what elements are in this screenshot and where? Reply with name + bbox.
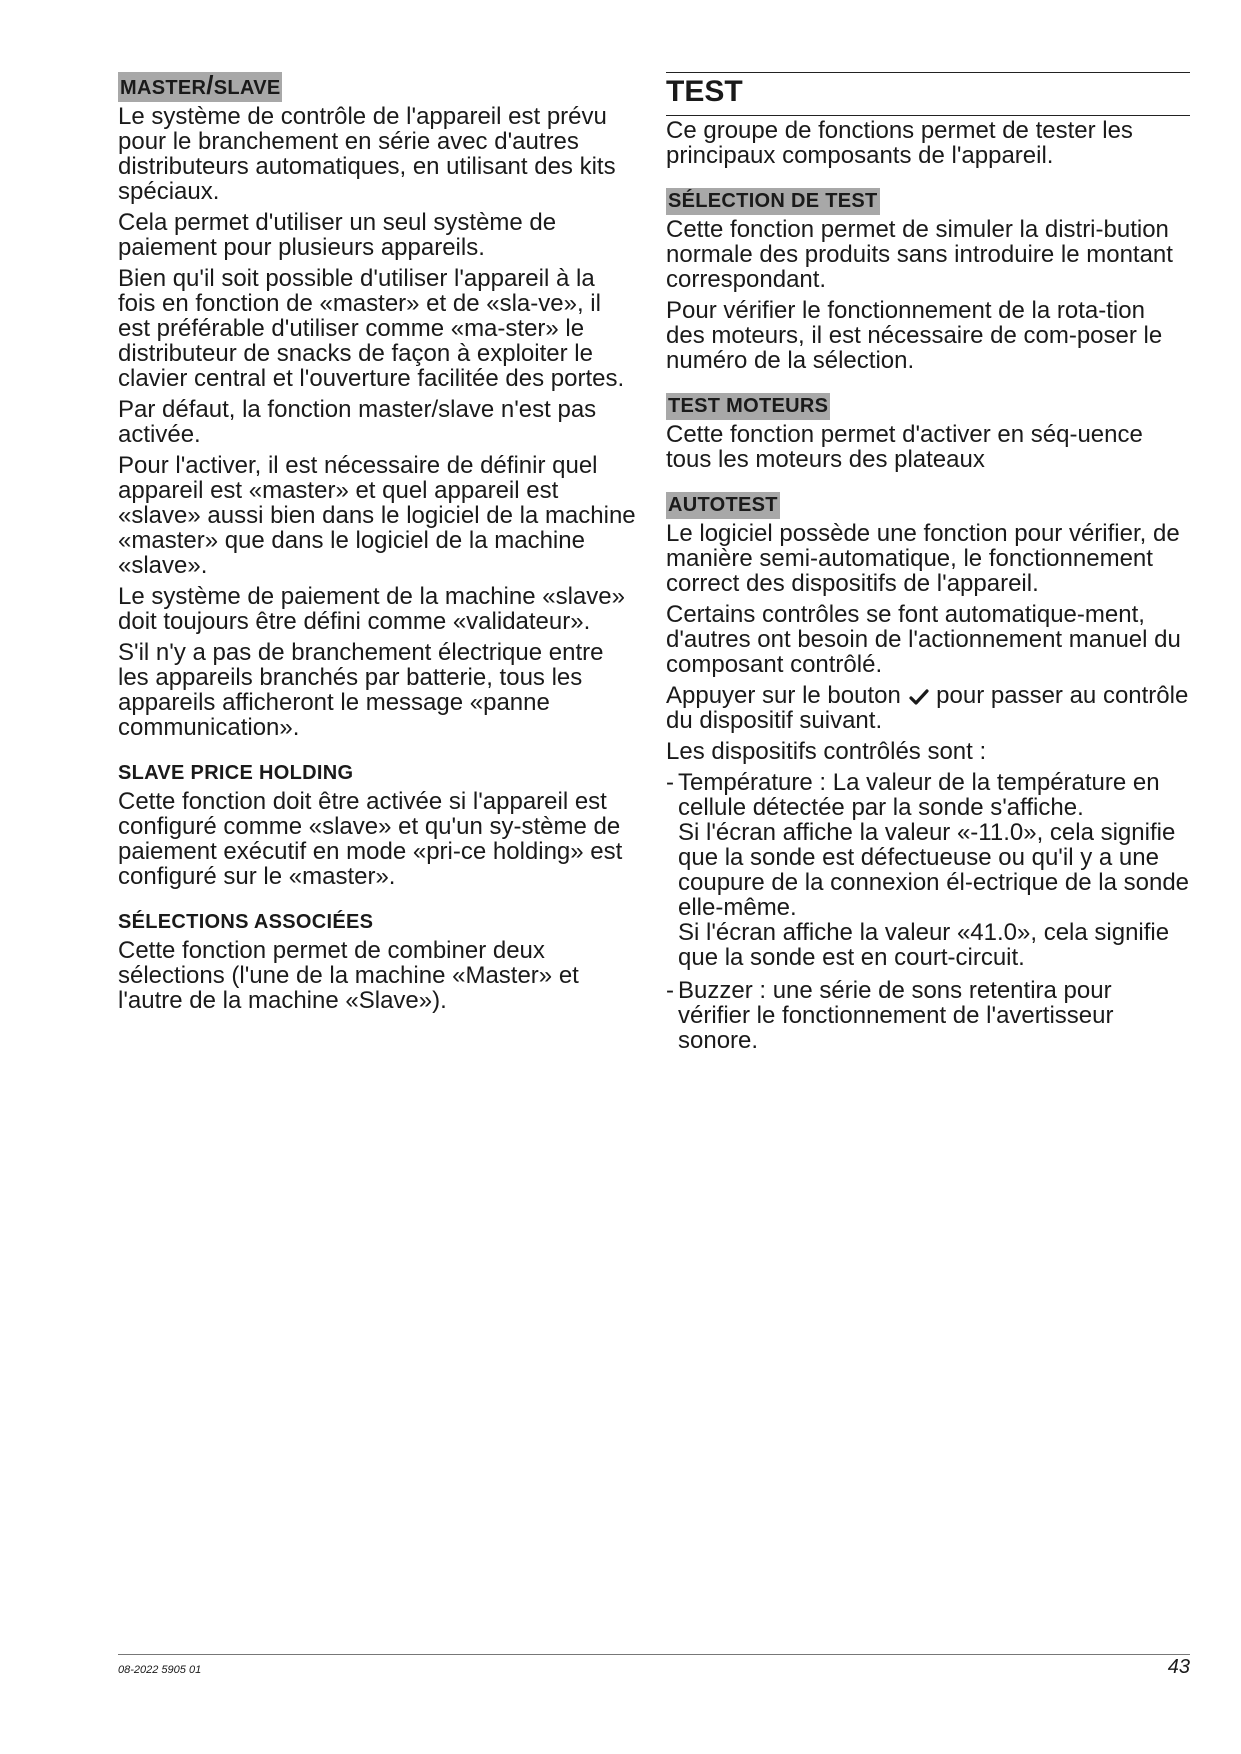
paragraph: Cette fonction permet de combiner deux sélections (l'une de la machine «Master» et l'autre de la machine «Slave»). bbox=[118, 937, 579, 1014]
section-test-moteurs bbox=[666, 393, 1190, 472]
section-heading-test-moteurs: TEST MOTEURS bbox=[666, 393, 830, 420]
list-item-temperature: - Température : La valeur de la température en cellule détectée par la sonde s'affiche. Si l'écran affiche la valeur «-11.0», cela signifie que la sonde est défectueuse ou qu'il y a une coupure de la connexion él-ectrique de la sonde elle-même. Si l'écran affiche la valeur «41.0», cela signifie que la sonde est en court-circuit. bbox=[666, 769, 1190, 971]
page-number: 43 bbox=[1167, 1656, 1190, 1678]
paragraph: Cette fonction permet de simuler la distri-bution normale des produits sans introduire le montant correspondant. bbox=[666, 216, 1173, 293]
list-item-buzzer: - Buzzer : une série de sons retentira pour vérifier le fonctionnement de l'avertisseur sonore. bbox=[666, 977, 1114, 1054]
section-slave-price-holding bbox=[118, 760, 638, 889]
paragraph: Les dispositifs contrôlés sont : bbox=[666, 738, 987, 765]
paragraph: S'il n'y a pas de branchement électrique entre les appareils branchés par batterie, tous les appareils afficheront le message «panne communication». bbox=[118, 639, 604, 741]
section-master-slave bbox=[118, 72, 638, 740]
section-selection-test bbox=[666, 188, 1190, 373]
paragraph: Par défaut, la fonction master/slave n'est pas activée. bbox=[118, 396, 597, 448]
device-list bbox=[666, 770, 1190, 1053]
right-column bbox=[666, 72, 1190, 1073]
left-column bbox=[118, 72, 638, 1033]
section-autotest bbox=[666, 492, 1190, 1053]
section-heading-slave-price-holding: SLAVE PRICE HOLDING bbox=[118, 762, 354, 784]
paragraph: Le logiciel possède une fonction pour vérifier, de manière semi-automatique, le fonctionnement correct des dispositifs de l'appareil. bbox=[666, 520, 1180, 597]
paragraph: Bien qu'il soit possible d'utiliser l'appareil à la fois en fonction de «master» et de «sla-ve», il est préférable d'utiliser comme «ma-ster» le distributeur de snacks de façon à exploiter le clavier central et l'ouverture facilitée des portes. bbox=[118, 265, 625, 392]
paragraph: Cela permet d'utiliser un seul système de paiement pour plusieurs appareils. bbox=[118, 209, 557, 261]
paragraph: Pour l'activer, il est nécessaire de définir quel appareil est «master» et quel appareil est «slave» aussi bien dans le logiciel de la machine «master» que dans le logiciel de la machine «slave». bbox=[118, 452, 636, 579]
section-heading-selection-test: SÉLECTION DE TEST bbox=[666, 188, 880, 215]
section-heading-autotest: AUTOTEST bbox=[666, 492, 780, 519]
check-icon bbox=[908, 688, 930, 706]
paragraph: Ce groupe de fonctions permet de tester les principaux composants de l'appareil. bbox=[666, 117, 1133, 169]
footer-divider bbox=[118, 1654, 1190, 1655]
paragraph: Certains contrôles se font automatique-ment, d'autres ont besoin de l'actionnement manuel du composant contrôlé. bbox=[666, 601, 1181, 678]
paragraph: Cette fonction doit être activée si l'appareil est configuré comme «slave» et qu'un sy-stème de paiement exécutif en mode «pri-ce holding» est configuré sur le «master». bbox=[118, 788, 623, 890]
test-intro bbox=[666, 118, 1190, 168]
section-heading-master-slave: MASTER/SLAVE bbox=[120, 70, 281, 100]
page-title: TEST bbox=[666, 75, 743, 108]
paragraph: Cette fonction permet d'activer en séq-uence tous les moteurs des plateaux bbox=[666, 421, 1143, 473]
section-heading-selections-associees: SÉLECTIONS ASSOCIÉES bbox=[118, 911, 374, 933]
section-selections-associees bbox=[118, 909, 638, 1013]
button-instruction: Appuyer sur le bouton pour passer au contrôle du dispositif suivant. bbox=[666, 682, 1189, 734]
test-title-bar bbox=[666, 72, 1190, 116]
document-code: 08-2022 5905 01 bbox=[118, 1664, 202, 1676]
paragraph: Pour vérifier le fonctionnement de la rota-tion des moteurs, il est nécessaire de com-poser le numéro de la sélection. bbox=[666, 297, 1163, 374]
paragraph: Le système de contrôle de l'appareil est prévu pour le branchement en série avec d'autres distributeurs automatiques, en utilisant des kits spéciaux. bbox=[118, 103, 616, 205]
paragraph: Le système de paiement de la machine «slave» doit toujours être défini comme «validateur». bbox=[118, 583, 625, 635]
